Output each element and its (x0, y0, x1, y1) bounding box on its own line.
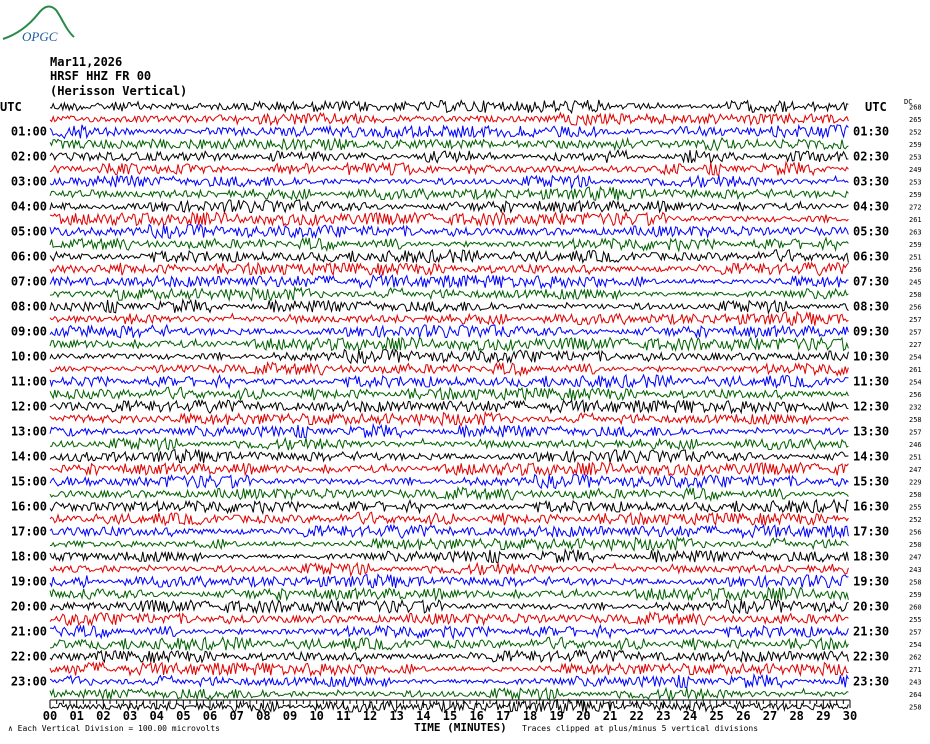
left-time-label: 08:00 (10, 299, 47, 314)
left-time-label: 09:00 (10, 324, 47, 339)
right-time-label: 22:30 (853, 649, 890, 664)
dc-offset-value: 264 (909, 691, 922, 699)
dc-offset-value: 257 (909, 328, 922, 337)
right-time-label: 20:30 (853, 599, 890, 614)
scale-note (8, 724, 220, 733)
left-time-label: 19:00 (10, 574, 47, 589)
dc-offset-value: 257 (909, 628, 922, 637)
dc-offset-value: 227 (909, 341, 922, 349)
right-time-label: 11:30 (853, 374, 890, 389)
left-time-label: 13:00 (10, 424, 47, 439)
dc-offset-value: 259 (909, 141, 922, 149)
dc-offset-value: 265 (909, 116, 922, 124)
left-time-label: 03:00 (10, 174, 47, 189)
right-time-label: 01:30 (853, 124, 890, 139)
seismic-trace (50, 625, 848, 638)
right-time-label: 23:30 (853, 674, 890, 689)
dc-offset-value: 258 (909, 578, 922, 587)
seismic-trace (50, 162, 848, 175)
left-time-label: 01:00 (10, 124, 47, 139)
right-time-label: 14:30 (853, 449, 890, 464)
x-tick-label: 23 (656, 709, 671, 723)
dc-offset-value: 258 (909, 703, 922, 712)
seismic-trace (50, 463, 848, 476)
dc-offset-value: 243 (909, 678, 922, 687)
dc-offset-value: 250 (909, 291, 922, 299)
x-tick-label: 11 (336, 709, 351, 723)
x-tick-label: 22 (629, 709, 644, 723)
dc-offset-value: 255 (909, 503, 922, 512)
dc-offset-value: 252 (909, 516, 922, 524)
x-tick-label: 02 (96, 709, 111, 723)
record-date: Mar11,2026 (50, 55, 123, 69)
x-tick-label: 05 (176, 709, 191, 723)
dc-offset-value: 252 (909, 128, 922, 137)
seismic-trace (50, 563, 848, 576)
seismic-trace (50, 262, 848, 275)
seismic-trace (50, 588, 848, 601)
dc-offset-value: 257 (909, 316, 922, 324)
seismic-trace (50, 325, 848, 338)
left-time-label: 18:00 (10, 549, 47, 564)
x-tick-label: 19 (549, 709, 564, 723)
dc-offset-value: 232 (909, 403, 922, 412)
dc-offset-value: 250 (909, 541, 922, 549)
dc-offset-value: 259 (909, 241, 922, 249)
seismic-trace (50, 100, 848, 113)
left-time-label: 14:00 (10, 449, 47, 464)
seismic-trace (50, 200, 848, 213)
x-tick-label: 13 (389, 709, 404, 723)
seismic-trace (50, 150, 848, 163)
dc-offset-value: 262 (909, 653, 922, 662)
x-tick-label: 09 (282, 709, 298, 723)
station-code: HRSF HHZ FR 00 (50, 69, 152, 83)
x-tick-label: 16 (469, 709, 484, 723)
seismic-trace (50, 175, 848, 188)
x-tick-label: 01 (69, 709, 84, 723)
left-time-label: 20:00 (10, 599, 47, 614)
left-time-label: 23:00 (10, 674, 47, 689)
right-time-label: 02:30 (853, 149, 890, 164)
x-axis (43, 700, 857, 723)
seismic-trace (50, 688, 848, 701)
dc-offset-value: 251 (909, 453, 922, 462)
scale-note-text: Each Vertical Division = 100.00 microvolts (17, 724, 220, 733)
dc-offset-value: 256 (909, 303, 922, 312)
x-tick-label: 24 (682, 709, 698, 723)
logo-text: OPGC (22, 29, 58, 44)
left-time-label: 11:00 (10, 374, 47, 389)
right-time-label: 17:30 (853, 524, 890, 539)
seismic-trace (50, 600, 848, 614)
left-time-label: 07:00 (10, 274, 47, 289)
right-time-label: 12:30 (853, 399, 890, 414)
dc-offset-value: 254 (909, 378, 922, 387)
left-time-label: 16:00 (10, 499, 47, 514)
utc-label-left: UTC (0, 100, 22, 114)
dc-offset-value: 259 (909, 591, 922, 599)
right-time-label: 21:30 (853, 624, 890, 639)
seismic-trace (50, 187, 848, 200)
dc-offset-value: 260 (909, 603, 922, 612)
right-time-label: 18:30 (853, 549, 890, 564)
x-tick-label: 28 (789, 709, 804, 723)
x-tick-label: 27 (762, 709, 778, 723)
seismic-trace (50, 375, 848, 388)
left-time-label: 21:00 (10, 624, 47, 639)
seismic-trace (50, 450, 848, 463)
dc-offset-value: 256 (909, 528, 922, 537)
seismic-trace (50, 425, 848, 438)
seismic-trace (50, 138, 848, 150)
seismic-trace (50, 275, 848, 288)
dc-offset-value: 229 (909, 478, 922, 487)
seismic-traces (50, 100, 848, 713)
x-tick-label: 17 (496, 709, 511, 723)
scale-marker-icon: ∧ (8, 724, 18, 733)
left-time-label: 12:00 (10, 399, 47, 414)
right-time-label: 09:30 (853, 324, 890, 339)
dc-offset-value: 253 (909, 153, 922, 162)
x-tick-label: 06 (202, 709, 218, 723)
right-time-label: 03:30 (853, 174, 890, 189)
seismic-trace (50, 387, 848, 400)
x-tick-label: 10 (309, 709, 324, 723)
x-tick-label: 00 (42, 709, 58, 723)
station-site: (Herisson Vertical) (50, 84, 188, 98)
dc-offset-value: 272 (909, 203, 922, 212)
dc-offset-value: 255 (909, 616, 922, 624)
x-tick-label: 14 (416, 709, 431, 723)
x-axis-title: TIME (MINUTES) (414, 721, 507, 734)
left-time-label: 06:00 (10, 249, 47, 264)
dc-offset-value: 245 (909, 278, 922, 287)
clip-note: Traces clipped at plus/minus 5 vertical divisions (522, 724, 759, 733)
dc-offset-value: 263 (909, 228, 922, 237)
dc-offset-value: 243 (909, 566, 922, 574)
dc-label: DC (904, 98, 913, 106)
seismic-trace (50, 350, 848, 364)
left-time-label: 10:00 (10, 349, 47, 364)
right-time-label: 04:30 (853, 199, 890, 214)
right-time-label: 19:30 (853, 574, 890, 589)
x-tick-label: 15 (442, 709, 458, 723)
seismic-trace (50, 213, 848, 226)
right-time-label: 06:30 (853, 249, 890, 264)
opgc-logo (3, 7, 74, 44)
x-tick-label: 07 (229, 709, 244, 723)
left-time-label: 05:00 (10, 224, 47, 239)
left-time-label: 17:00 (10, 524, 47, 539)
seismic-trace (50, 650, 848, 663)
dc-offset-labels (909, 104, 922, 712)
dc-offset-value: 250 (909, 491, 922, 499)
right-time-label: 07:30 (853, 274, 890, 289)
dc-offset-value: 261 (909, 216, 922, 224)
dc-offset-value: 256 (909, 266, 922, 274)
seismic-trace (50, 250, 848, 263)
utc-label-right: UTC (865, 100, 887, 114)
x-tick-label: 18 (522, 709, 538, 723)
dc-offset-value: 261 (909, 366, 922, 374)
x-tick-label: 08 (256, 709, 271, 723)
left-time-label: 02:00 (10, 149, 47, 164)
dc-offset-value: 247 (909, 553, 922, 562)
dc-offset-value: 258 (909, 416, 922, 424)
seismic-trace (50, 537, 848, 550)
seismic-trace (50, 125, 848, 139)
seismic-trace (50, 675, 848, 688)
x-tick-label: 03 (122, 709, 138, 723)
seismic-trace (50, 525, 848, 538)
x-tick-label: 26 (736, 709, 751, 723)
right-time-label: 15:30 (853, 474, 890, 489)
dc-offset-value: 257 (909, 428, 922, 437)
dc-offset-value: 259 (909, 191, 922, 199)
left-time-label: 22:00 (10, 649, 47, 664)
seismic-trace (50, 412, 848, 425)
x-tick-label: 21 (602, 709, 618, 723)
left-time-label: 15:00 (10, 474, 47, 489)
x-tick-label: 12 (362, 709, 378, 723)
dc-offset-value: 254 (909, 353, 922, 362)
dc-offset-value: 253 (909, 178, 922, 187)
left-time-label: 04:00 (10, 199, 47, 214)
seismic-trace (50, 438, 848, 451)
x-tick-label: 25 (709, 709, 724, 723)
x-tick-label: 29 (816, 709, 831, 723)
seismic-trace (50, 500, 848, 513)
right-time-label: 08:30 (853, 299, 890, 314)
dc-offset-value: 246 (909, 441, 922, 449)
seismic-trace (50, 613, 848, 626)
right-time-label: 10:30 (853, 349, 890, 364)
x-tick-label: 04 (149, 709, 164, 723)
seismic-trace (50, 300, 848, 313)
seismic-trace (50, 637, 848, 650)
dc-offset-value: 256 (909, 391, 922, 399)
seismic-trace (50, 238, 848, 251)
seismic-trace (50, 575, 848, 588)
seismic-trace (50, 550, 848, 563)
seismic-trace (50, 338, 848, 351)
dc-offset-value: 249 (909, 166, 922, 174)
seismic-trace (50, 512, 848, 525)
dc-offset-value: 271 (909, 666, 922, 674)
seismic-trace (50, 113, 848, 125)
seismic-trace (50, 488, 848, 501)
seismic-trace (50, 225, 848, 239)
dc-offset-value: 251 (909, 253, 922, 262)
x-tick-label: 20 (576, 709, 591, 723)
seismic-trace (50, 312, 848, 325)
x-tick-label: 30 (842, 709, 858, 723)
seismic-trace (50, 400, 848, 413)
seismic-trace (50, 475, 848, 489)
dc-offset-value: 247 (909, 466, 922, 474)
right-time-label: 05:30 (853, 224, 890, 239)
seismic-trace (50, 363, 848, 376)
dc-offset-value: 254 (909, 641, 922, 649)
seismic-trace (50, 663, 848, 676)
dc-offset-value: 268 (909, 103, 922, 112)
right-time-label: 16:30 (853, 499, 890, 514)
seismic-trace (50, 287, 848, 300)
right-time-label: 13:30 (853, 424, 890, 439)
